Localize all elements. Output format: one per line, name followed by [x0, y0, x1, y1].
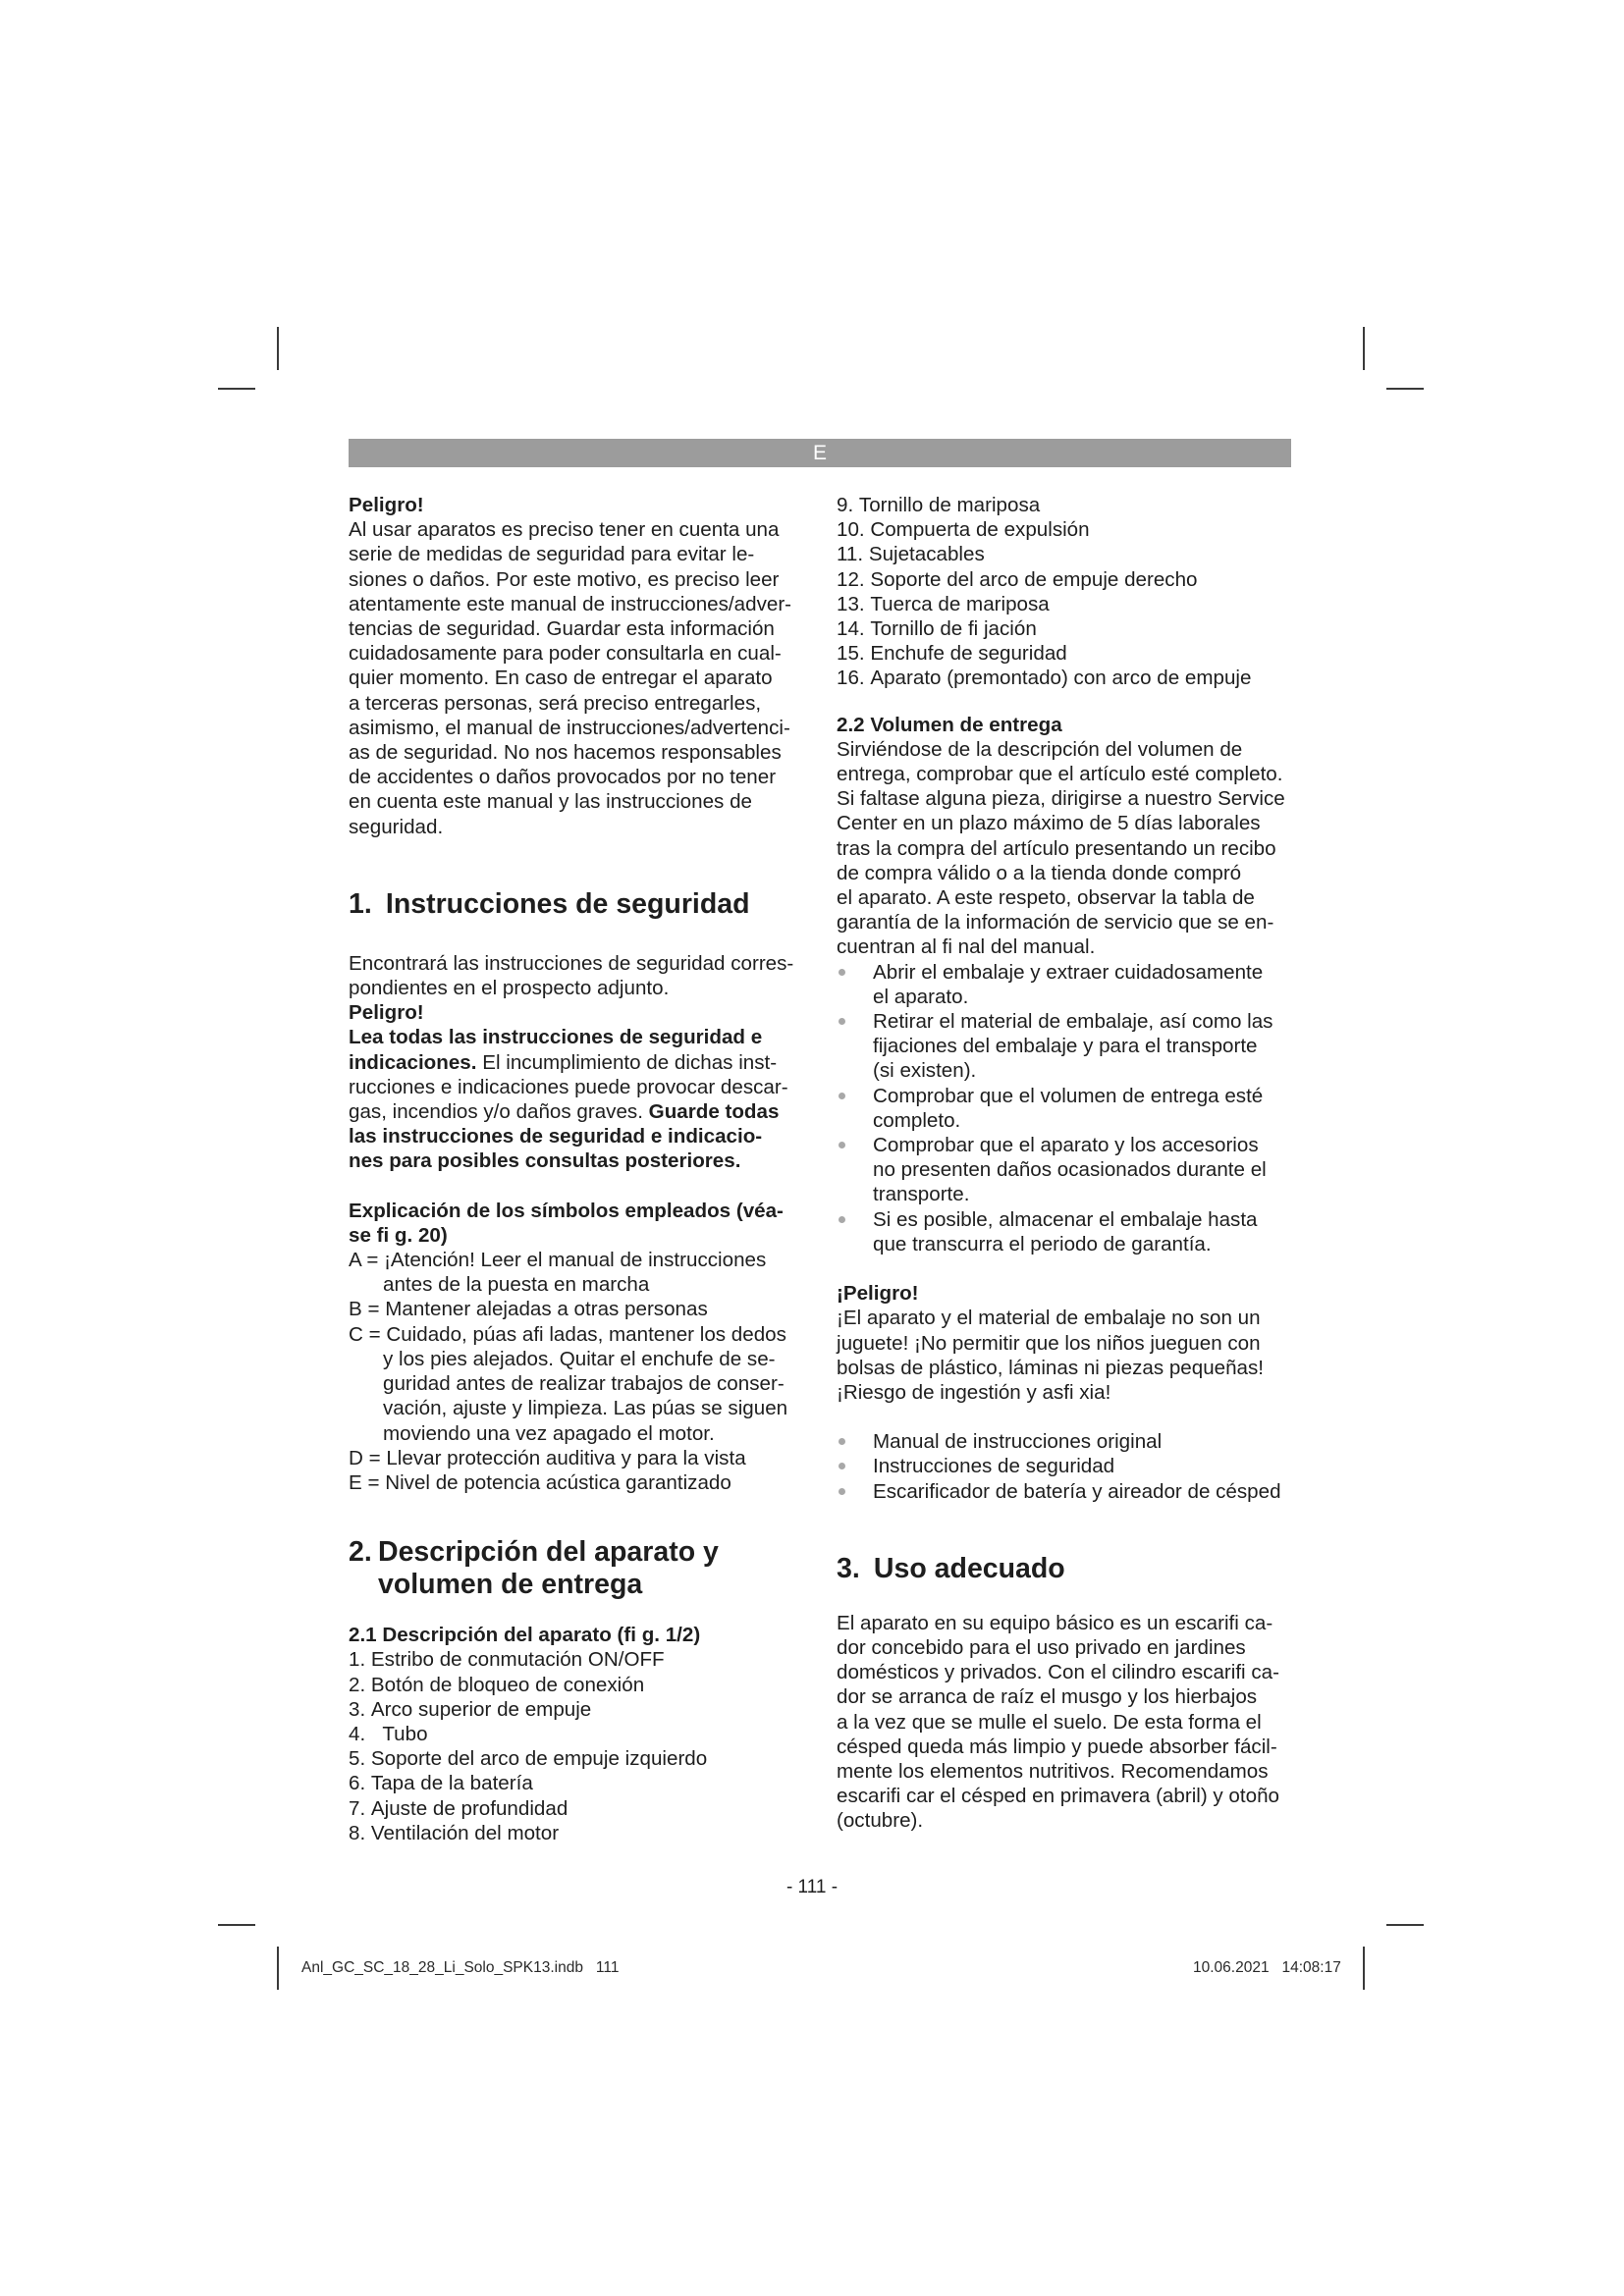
text-line: el aparato.	[873, 985, 969, 1008]
text-line: antes de la puesta en marcha	[383, 1273, 650, 1297]
text-line: guridad antes de realizar trabajos de conser-	[383, 1372, 785, 1396]
language-code: E	[812, 442, 827, 464]
list-item	[349, 1771, 800, 1795]
page-number: - 111 -	[785, 1877, 839, 1897]
text-line: rucciones e indicaciones puede provocar descar-	[349, 1075, 788, 1098]
language-header-bar	[349, 439, 1291, 467]
list-item: Manual de instrucciones original	[837, 1429, 1291, 1454]
text-line: B = Mantener alejadas a otras personas	[349, 1298, 708, 1321]
item-text: Sujetacables	[868, 543, 985, 566]
text-line: bolsas de plástico, láminas ni piezas pequeñas!	[837, 1356, 1265, 1379]
symbol-item-a	[349, 1248, 800, 1297]
text-line: tras la compra del artículo presentando un recibo	[837, 836, 1276, 860]
section-number: 2.	[349, 1536, 372, 1569]
text-line: siones o daños. Por este motivo, es preciso leer	[349, 567, 780, 591]
text-line: Si faltase alguna pieza, dirigirse a nuestro Service	[837, 787, 1285, 811]
item-number: 4.	[349, 1722, 383, 1745]
parts-list	[349, 1647, 800, 1845]
item-text: Tornillo de fi jación	[870, 617, 1037, 641]
text-bold: Lea todas las instrucciones de seguridad e	[349, 1026, 763, 1049]
crop-mark	[1363, 1947, 1365, 1990]
delivery-text	[837, 737, 1291, 960]
text-line: césped queda más limpio y puede absorber fácil-	[837, 1735, 1277, 1758]
text-bold: nes para posibles consultas posteriores.	[349, 1149, 741, 1173]
section-title: Instrucciones de seguridad	[385, 887, 750, 920]
footer-datetime: 10.06.2021 14:08:17	[1193, 1959, 1341, 1976]
warning-title: Peligro!	[349, 494, 424, 516]
text-line: Retirar el material de embalaje, así como las	[873, 1010, 1273, 1034]
text-line: transporte.	[873, 1183, 970, 1206]
text-line: Encontrará las instrucciones de seguridad corres-	[349, 951, 794, 975]
item-number: 16.	[837, 667, 871, 690]
section-1-intro	[349, 951, 800, 1000]
crop-mark	[1386, 1924, 1424, 1926]
text-line: escarifi car el césped en primavera (abril) y otoño	[837, 1785, 1279, 1808]
symbol-item-c	[349, 1322, 800, 1446]
text-line: de compra válido o a la tienda donde compró	[837, 861, 1242, 884]
text-line: dor concebido para el uso privado en jardines	[837, 1635, 1246, 1659]
left-column	[349, 493, 800, 1845]
text-line: quier momento. En caso de entregar el aparato	[349, 667, 773, 690]
crop-mark	[218, 388, 255, 390]
text-line: Si es posible, almacenar el embalaje hasta	[873, 1207, 1258, 1231]
item-text: Ajuste de profundidad	[370, 1796, 568, 1820]
text-bold: indicaciones.	[349, 1050, 477, 1074]
text-line: completo.	[873, 1108, 961, 1132]
right-column	[837, 493, 1291, 1834]
text-line: dor se arranca de raíz el musgo y los hierbajos	[837, 1685, 1258, 1709]
text-line: El incumplimiento de dichas inst-	[476, 1050, 778, 1074]
text-line: de accidentes o daños provocados por no tener	[349, 766, 777, 789]
section-3-text	[837, 1611, 1291, 1834]
list-item	[837, 542, 1291, 566]
list-item	[349, 1647, 800, 1672]
item-number: 14.	[837, 617, 871, 641]
list-item	[349, 1697, 800, 1722]
text-line: a la vez que se mulle el suelo. De esta forma el	[837, 1710, 1262, 1734]
list-item	[349, 1821, 800, 1845]
text-bold: Explicación de los símbolos empleados (véa-	[349, 1199, 784, 1222]
list-item	[349, 1722, 800, 1746]
item-number: 12.	[837, 567, 871, 591]
text-line: vación, ajuste y limpieza. Las púas se siguen	[383, 1397, 788, 1420]
item-text: Soporte del arco de empuje izquierdo	[370, 1747, 708, 1771]
text-line: A = ¡Atención! Leer el manual de instrucciones	[349, 1249, 767, 1272]
text-bold: Guarde todas	[648, 1100, 780, 1124]
footer-filename: Anl_GC_SC_18_28_Li_Solo_SPK13.indb 111	[301, 1959, 620, 1976]
item-text: Botón de bloqueo de conexión	[370, 1673, 645, 1696]
text-line: garantía de la información de servicio que se en-	[837, 911, 1274, 934]
text-bold: se fi g. 20)	[349, 1223, 448, 1247]
warning-title: Peligro!	[349, 1001, 424, 1025]
list-item	[349, 1796, 800, 1821]
item-text: Aparato (premontado) con arco de empuje	[870, 667, 1252, 690]
item-number: 13.	[837, 592, 871, 615]
item-number: 6.	[349, 1772, 371, 1795]
text-line: gas, incendios y/o daños graves.	[349, 1100, 649, 1124]
text-line: Abrir el embalaje y extraer cuidadosamente	[873, 960, 1264, 984]
symbols-list	[349, 1248, 800, 1495]
list-item: Instrucciones de seguridad	[837, 1454, 1291, 1478]
list-item	[837, 517, 1291, 542]
item-text: Tuerca de mariposa	[870, 592, 1050, 615]
section-number: 3.	[837, 1552, 860, 1584]
list-item	[349, 1746, 800, 1771]
item-number: 2.	[349, 1673, 371, 1696]
text-line: y los pies alejados. Quitar el enchufe de se-	[383, 1347, 776, 1370]
warning-text	[349, 517, 800, 839]
text-line: a terceras personas, será preciso entregarles,	[349, 691, 762, 715]
text-line: ¡Riesgo de ingestión y asfi xia!	[837, 1380, 1111, 1404]
crop-mark	[1386, 388, 1424, 390]
safety-paragraph	[349, 1025, 800, 1173]
unpacking-steps	[837, 960, 1291, 1256]
text-line: serie de medidas de seguridad para evitar le-	[349, 543, 755, 566]
list-item	[837, 1009, 1291, 1084]
text-bold: las instrucciones de seguridad e indicacio-	[349, 1125, 763, 1148]
text-line: (octubre).	[837, 1809, 924, 1833]
item-text: Arco superior de empuje	[370, 1697, 592, 1721]
crop-mark	[277, 1947, 279, 1990]
list-item	[837, 641, 1291, 666]
text-line: asimismo, el manual de instrucciones/advertenci-	[349, 716, 790, 739]
subsection-heading: 2.1 Descripción del aparato (fi g. 1/2)	[349, 1624, 701, 1647]
text-line: D = Llevar protección auditiva y para la vista	[349, 1446, 746, 1469]
crop-mark	[277, 327, 279, 370]
section-2-heading	[349, 1536, 800, 1601]
item-number: 5.	[349, 1747, 371, 1771]
list-item	[837, 616, 1291, 641]
symbol-item-d	[349, 1446, 800, 1470]
text-line: que transcurra el periodo de garantía.	[873, 1232, 1212, 1255]
text-line: Al usar aparatos es preciso tener en cuenta una	[349, 518, 780, 542]
text-line: mente los elementos nutritivos. Recomendamos	[837, 1759, 1269, 1783]
text-line: domésticos y privados. Con el cilindro escarifi ca-	[837, 1661, 1279, 1684]
text-line: Center en un plazo máximo de 5 días laborales	[837, 812, 1261, 835]
text-line: Comprobar que el aparato y los accesorios	[873, 1134, 1259, 1157]
text-line: moviendo una vez apagado el motor.	[383, 1421, 715, 1445]
text-line: Comprobar que el volumen de entrega esté	[873, 1084, 1264, 1107]
symbol-item-b	[349, 1297, 800, 1321]
text-line: atentamente este manual de instrucciones/adver-	[349, 592, 792, 615]
section-title: volumen de entrega	[378, 1569, 643, 1601]
item-text: Soporte del arco de empuje derecho	[870, 567, 1198, 591]
item-number: 8.	[349, 1821, 371, 1844]
section-number: 1.	[349, 887, 372, 920]
item-number: 11.	[837, 543, 869, 566]
text-line: as de seguridad. No nos hacemos responsables	[349, 741, 782, 765]
section-title: Uso adecuado	[873, 1552, 1065, 1584]
text-line: (si existen).	[873, 1059, 977, 1083]
section-3-heading	[837, 1553, 1291, 1585]
list-item	[837, 1133, 1291, 1207]
text-line: seguridad.	[349, 815, 444, 838]
symbols-heading	[349, 1199, 800, 1248]
text-line: juguete! ¡No permitir que los niños jueguen con	[837, 1331, 1261, 1355]
text-line: El aparato en su equipo básico es un escarifi ca-	[837, 1611, 1273, 1634]
item-number: 9.	[837, 494, 859, 516]
list-item	[837, 592, 1291, 616]
text-line: no presenten daños ocasionados durante el	[873, 1158, 1267, 1182]
text-line: fijaciones del embalaje y para el transporte	[873, 1035, 1258, 1058]
item-text: Tubo	[382, 1722, 428, 1745]
text-line: cuidadosamente para poder consultarla en cual-	[349, 642, 782, 666]
text-line: ¡El aparato y el material de embalaje no son un	[837, 1307, 1261, 1330]
item-number: 10.	[837, 518, 871, 542]
section-title: Descripción del aparato y	[378, 1536, 719, 1569]
subsection-heading: 2.2 Volumen de entrega	[837, 713, 1062, 736]
item-text: Tapa de la batería	[370, 1772, 533, 1795]
item-text: Ventilación del motor	[370, 1821, 560, 1844]
list-item	[837, 567, 1291, 592]
text-line: Sirviéndose de la descripción del volumen de	[837, 737, 1243, 761]
text-line: cuentran al fi nal del manual.	[837, 935, 1096, 959]
section-1-heading	[349, 888, 800, 921]
item-number: 7.	[349, 1796, 371, 1820]
text-line: C = Cuidado, púas afi ladas, mantener los dedos	[349, 1322, 786, 1346]
crop-mark	[218, 1924, 255, 1926]
warning-text	[837, 1306, 1291, 1405]
list-item	[837, 1207, 1291, 1256]
package-contents	[837, 1429, 1291, 1504]
text-line: entrega, comprobar que el artículo esté completo.	[837, 763, 1283, 786]
item-number: 15.	[837, 642, 871, 666]
list-item: Escarificador de batería y aireador de césped	[837, 1479, 1291, 1504]
list-item	[837, 493, 1291, 517]
crop-mark	[1363, 327, 1365, 370]
item-text: Compuerta de expulsión	[870, 518, 1090, 542]
text-line: E = Nivel de potencia acústica garantizado	[349, 1470, 731, 1494]
item-text: Tornillo de mariposa	[858, 494, 1041, 516]
text-line: pondientes en el prospecto adjunto.	[349, 977, 670, 1000]
item-number: 3.	[349, 1697, 371, 1721]
item-number: 1.	[349, 1648, 371, 1672]
symbol-item-e	[349, 1470, 800, 1495]
warning-title: ¡Peligro!	[837, 1282, 919, 1306]
parts-list-continued	[837, 493, 1291, 691]
text-line: el aparato. A este respeto, observar la tabla de	[837, 886, 1255, 910]
item-text: Enchufe de seguridad	[870, 642, 1067, 666]
text-line: en cuenta este manual y las instrucciones de	[349, 790, 752, 814]
list-item	[837, 960, 1291, 1009]
list-item	[349, 1673, 800, 1697]
list-item	[837, 1084, 1291, 1133]
item-text: Estribo de conmutación ON/OFF	[370, 1648, 665, 1672]
text-line: tencias de seguridad. Guardar esta información	[349, 617, 775, 641]
list-item	[837, 666, 1291, 690]
